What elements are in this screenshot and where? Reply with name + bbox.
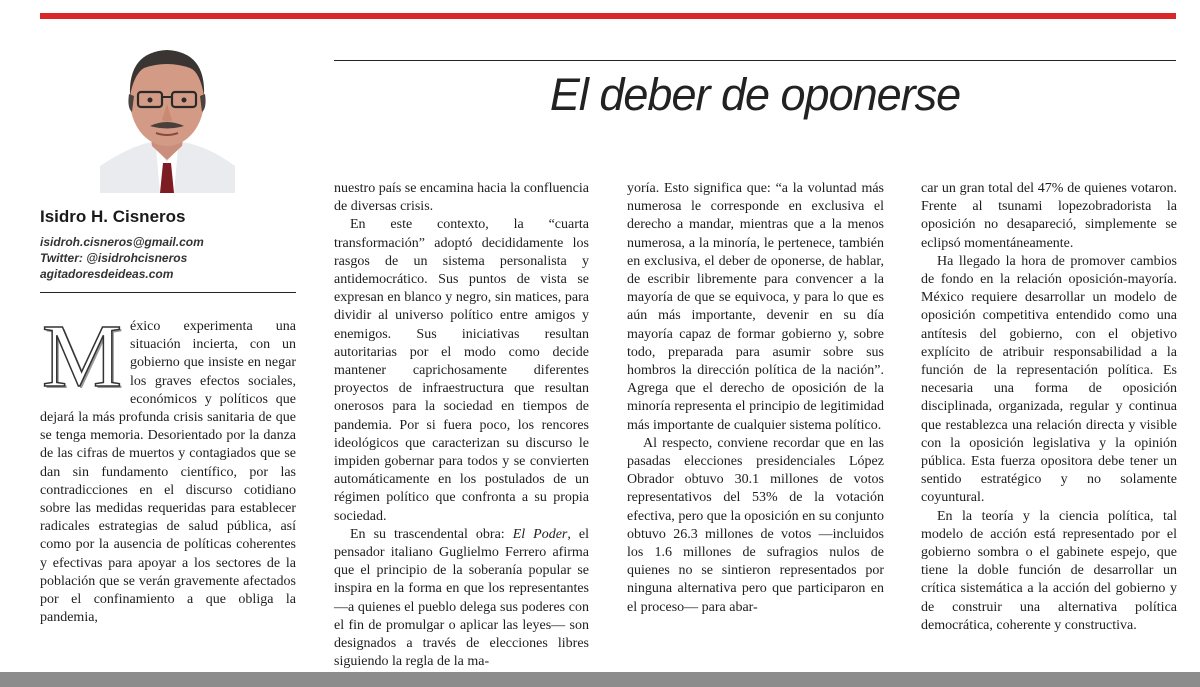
paragraph: yoría. Esto significa que: “a la voluntad más numerosa le corresponde en exclusiva el derecho a mandar, mientras que a la menos numerosa, a la minoría, le pertenece, también en exclusiva, el deber de oponerse, de hablar, de escribir libremente para convencer a la mayoría de que se equivoca, y para lo que es aún más importante, devenir en su día mayoría capaz de formar gobierno y, sobre todo, preparada para asumir sobre sus hombros la dirección política de la nación”. Agrega que el derecho de oposición de la minoría representa el principio de legitimidad más importante de cualquier sistema político. [627,181,884,433]
paragraph: En este contexto, la “cuarta transformación” adoptó decididamente los rasgos de un sistema personalista y antidemocrático. Sus puntos de vista se expresan en blanco y negro, sin matices, para dividir al universo político entre amigos y enemigos. Sus iniciativas resultan autoritarias por el modo como decide mantener caprichosamente diferentes proyectos de infraestructura que resultan onerosos para la sociedad en tiempos de pandemia. Por si fuera poco, los rencores ideológicos que caracterizan su discurso le impiden gobernar para todos y se convierten automáticamente en los postulados de un régimen político que confronta a su propia sociedad. [334,217,589,524]
author-email[interactable]: isidroh.cisneros@gmail.com [40,235,204,249]
author-divider [40,292,296,293]
article-title: El deber de oponerse [549,69,961,120]
paragraph: Ha llegado la hora de promover cambios de fondo en la relación oposición-mayoría. México requiere desarrollar un modelo de oposición competitiva entendido como una antítesis del gobierno, con el objetivo explícito de atribuir responsabilidad a la función de la representación política. Es necesaria una forma de oposición disciplinada, organizada, regular y continua que restablezca una relación directa y visible con la oposición legislativa y la opinión pública. Esta fuerza opositora debe tener un sentido estratégico y no solamente coyuntural. [921,253,1177,506]
author-name: Isidro H. Cisneros [40,207,186,226]
article-column-3 [627,180,884,617]
author-twitter[interactable]: Twitter: @isidrohcisneros [40,251,188,265]
paragraph: Al respecto, conviene recordar que en las pasadas elecciones presidenciales López Obrador obtuvo 30.1 millones de votos representativos del 53% de la votación efectiva, pero que la oposición en su conjunto obtuvo 26.3 millones de votos —incluidos los 1.6 millones de sufragios nulos de quienes no se sintieron representados por ninguna alternativa pero que participaron en el proceso— para abar- [627,435,884,615]
paragraph: México experimenta una situación incierta, con un gobierno que insiste en negar los graves efectos sociales, económicos y políticos que dejará la más profunda crisis sanitaria de que se tenga memoria. Desorientado por la danza de las cifras de muertos y contagiados que se dan sin fundamento científico, por las contradicciones en el discurso cotidiano sobre las medidas requeridas para establecer radicales estrategias de salud pública, así como por la ausencia de políticas coherentes y efectivas para apoyar a los sectores de la población que se verán gravemente afectados por el confinamiento a que obliga la pandemia, [40,307,296,626]
author-contact [40,234,300,282]
book-title: El Poder [512,526,568,542]
article-column-2 [334,180,589,671]
paragraph: car un gran total del 47% de quienes votaron. Frente al tsunami lopezobradorista la oposición no desapareció, simplemente se eclipsó momentáneamente. [921,181,1177,251]
article-column-1 [40,307,296,627]
paragraph: nuestro país se encamina hacia la confluencia de diversas crisis. [334,181,589,215]
paragraph: En su trascendental obra: El Poder, el pensador italiano Guglielmo Ferrero afirma que el principio de la soberanía popular se inspira en la forma en que los representantes —a quienes el pueblo delega sus poderes con el fin de promulgar o aplicar las leyes— son designados a través de elecciones libres siguiendo la regla de la ma- [334,526,589,670]
bottom-bar [0,672,1200,687]
paragraph: En la teoría y la ciencia política, tal modelo de acción está representado por el gobierno sombra o el gabinete espejo, que tiene la doble función de desarrollar un crítica sistemática a la acción del gobierno y de construir una alternativa política democrática, coherente y constructiva. [921,508,1177,633]
author-website[interactable]: agitadoresdeideas.com [40,267,174,281]
drop-cap: M [42,307,123,406]
top-accent-bar [40,13,1176,19]
author-portrait [100,38,235,193]
article-column-4 [921,180,1177,635]
